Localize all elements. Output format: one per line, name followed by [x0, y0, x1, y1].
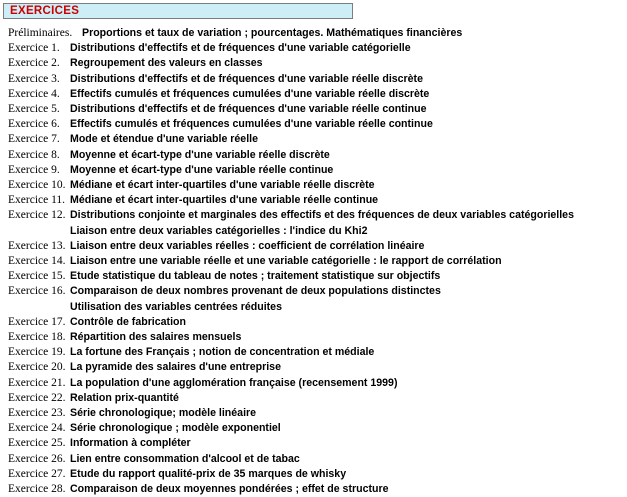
- list-item[interactable]: [8, 330, 625, 345]
- exercise-label: Exercice 6.: [8, 118, 60, 131]
- list-item[interactable]: [8, 117, 625, 132]
- exercise-title[interactable]: Répartition des salaires mensuels: [70, 331, 242, 344]
- list-item[interactable]: [8, 391, 625, 406]
- exercise-title[interactable]: Liaison entre deux variables réelles : coefficient de corrélation linéaire: [70, 239, 425, 252]
- exercise-title[interactable]: La pyramide des salaires d'une entreprise: [70, 361, 281, 374]
- list-item[interactable]: [8, 421, 625, 436]
- list-item[interactable]: [8, 284, 625, 314]
- list-item[interactable]: [8, 56, 625, 71]
- exercise-title[interactable]: Distributions d'effectifs et de fréquences d'une variable catégorielle: [70, 42, 411, 55]
- exercise-title[interactable]: Liaison entre une variable réelle et une variable catégorielle : le rapport de corrélation: [70, 255, 502, 268]
- exercise-label: Exercice 10.: [8, 179, 66, 192]
- exercise-label: Exercice 15.: [8, 270, 66, 283]
- exercise-label: Exercice 25.: [8, 437, 66, 450]
- exercise-label: Exercice 14.: [8, 255, 66, 268]
- list-item[interactable]: [8, 148, 625, 163]
- exercise-label: Exercice 9.: [8, 163, 60, 176]
- exercise-label: Exercice 11.: [8, 194, 66, 207]
- list-item[interactable]: [8, 360, 625, 375]
- exercise-title[interactable]: Contrôle de fabrication: [70, 315, 186, 328]
- exercise-title[interactable]: Information à compléter: [70, 437, 191, 450]
- exercise-title[interactable]: Etude du rapport qualité-prix de 35 marques de whisky: [70, 467, 347, 480]
- exercise-title[interactable]: Série chronologique; modèle linéaire: [70, 407, 257, 420]
- list-item[interactable]: [8, 163, 625, 178]
- list-item[interactable]: [8, 178, 625, 193]
- exercise-label: Exercice 1.: [8, 42, 60, 55]
- list-item[interactable]: [8, 193, 625, 208]
- exercise-label: Exercice 5.: [8, 103, 60, 116]
- exercise-title[interactable]: Regroupement des valeurs en classes: [70, 57, 263, 70]
- exercise-title[interactable]: Distributions d'effectifs et de fréquences d'une variable réelle continue: [70, 103, 427, 116]
- exercise-label: Exercice 2.: [8, 57, 60, 70]
- section-title: EXERCICES: [10, 5, 80, 17]
- exercise-title[interactable]: Série chronologique ; modèle exponentiel: [70, 422, 281, 435]
- list-item[interactable]: [8, 315, 625, 330]
- exercise-label: Exercice 21.: [8, 376, 66, 389]
- exercise-label: Exercice 17.: [8, 315, 66, 328]
- list-item[interactable]: [8, 376, 625, 391]
- list-item[interactable]: [8, 72, 625, 87]
- list-item[interactable]: [8, 87, 625, 102]
- exercise-label: Exercice 18.: [8, 331, 66, 344]
- exercise-label: Exercice 16.: [8, 285, 66, 298]
- exercise-label: Exercice 19.: [8, 346, 66, 359]
- exercise-label: Exercice 22.: [8, 391, 66, 404]
- list-item[interactable]: [8, 406, 625, 421]
- exercise-title[interactable]: Relation prix-quantité: [70, 391, 179, 404]
- exercise-title[interactable]: Médiane et écart inter-quartiles d'une variable réelle discrète: [70, 179, 375, 192]
- exercise-label: Exercice 23.: [8, 407, 66, 420]
- exercise-title[interactable]: Effectifs cumulés et fréquences cumulées d'une variable réelle continue: [70, 118, 433, 131]
- exercise-title[interactable]: Mode et étendue d'une variable réelle: [70, 133, 258, 146]
- exercise-list: [8, 26, 625, 497]
- exercise-title[interactable]: Comparaison de deux moyennes pondérées ; effet de structure: [70, 483, 389, 496]
- exercise-title[interactable]: Distributions conjointe et marginales des effectifs et des fréquences de deux variables catégorielles Liaison entre deux variables catégorielles : l'indice du Khi2: [70, 209, 574, 237]
- list-item[interactable]: [8, 102, 625, 117]
- list-item[interactable]: [8, 452, 625, 467]
- list-item[interactable]: [8, 254, 625, 269]
- exercise-title[interactable]: Etude statistique du tableau de notes ; traitement statistique sur objectifs: [70, 270, 441, 283]
- exercise-label: Exercice 20.: [8, 361, 66, 374]
- exercise-title[interactable]: Médiane et écart inter-quartiles d'une variable réelle continue: [70, 194, 379, 207]
- exercise-title[interactable]: Effectifs cumulés et fréquences cumulées d'une variable réelle discrète: [70, 87, 430, 100]
- exercise-label: Exercice 7.: [8, 133, 60, 146]
- exercise-title[interactable]: La fortune des Français ; notion de concentration et médiale: [70, 346, 375, 359]
- exercise-title[interactable]: Moyenne et écart-type d'une variable réelle continue: [70, 163, 334, 176]
- exercise-label: Exercice 13.: [8, 239, 66, 252]
- list-item-preliminaires[interactable]: [8, 26, 625, 41]
- exercise-label: Exercice 3.: [8, 72, 60, 85]
- section-header: [3, 3, 353, 19]
- list-item[interactable]: [8, 345, 625, 360]
- exercise-label: Exercice 4.: [8, 87, 60, 100]
- exercise-title[interactable]: Lien entre consommation d'alcool et de tabac: [70, 452, 300, 465]
- exercise-title[interactable]: Comparaison de deux nombres provenant de deux populations distinctes Utilisation des variables centrées réduites: [70, 285, 441, 313]
- exercise-title[interactable]: Moyenne et écart-type d'une variable réelle discrète: [70, 148, 330, 161]
- list-item[interactable]: [8, 132, 625, 147]
- exercise-title[interactable]: Distributions d'effectifs et de fréquences d'une variable réelle discrète: [70, 72, 423, 85]
- list-item[interactable]: [8, 239, 625, 254]
- list-item[interactable]: [8, 482, 625, 497]
- exercise-label: Préliminaires.: [8, 27, 73, 39]
- exercise-label: Exercice 28.: [8, 483, 66, 496]
- exercise-label: Exercice 8.: [8, 148, 60, 161]
- list-item[interactable]: [8, 467, 625, 482]
- exercise-label: Exercice 12.: [8, 209, 66, 222]
- exercise-label: Exercice 26.: [8, 452, 66, 465]
- list-item[interactable]: [8, 436, 625, 451]
- exercise-label: Exercice 24.: [8, 422, 66, 435]
- exercise-label: Exercice 27.: [8, 467, 66, 480]
- list-item[interactable]: [8, 41, 625, 56]
- list-item[interactable]: [8, 269, 625, 284]
- exercise-title[interactable]: La population d'une agglomération française (recensement 1999): [70, 376, 398, 389]
- list-item[interactable]: [8, 208, 625, 238]
- exercise-title[interactable]: Proportions et taux de variation ; pourcentages. Mathématiques financières: [82, 27, 463, 39]
